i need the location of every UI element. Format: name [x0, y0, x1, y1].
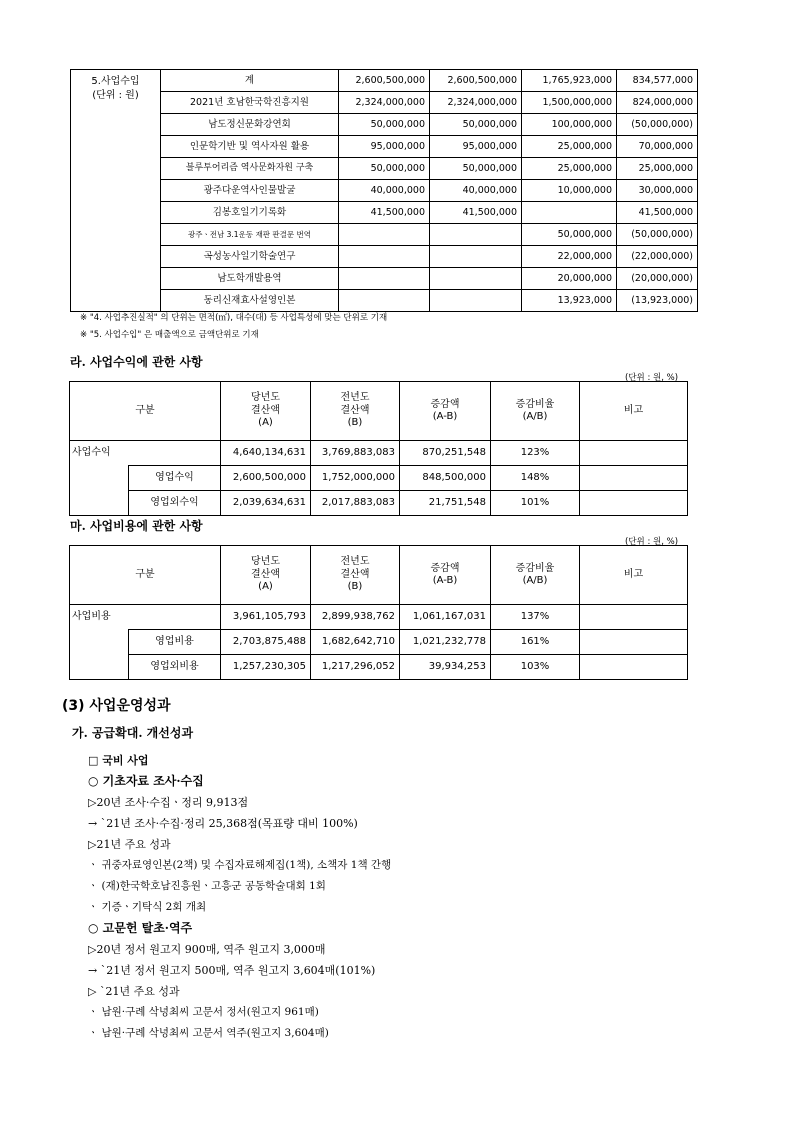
col-previous-l3: (B)	[347, 581, 363, 593]
line-national-project: □ 국비 사업	[88, 754, 149, 767]
table-row	[71, 70, 698, 92]
line-annotation: ㆍ 남원·구례 삭녕최씨 고문서 역주(원고지 3,604매)	[88, 1027, 329, 1039]
revenue-cell: 2,600,500,000	[430, 70, 522, 92]
revenue-cell: 10,000,000	[522, 180, 617, 202]
cell-rate: 137%	[491, 605, 580, 630]
col-current-l3: (A)	[258, 581, 273, 593]
revenue-row-name: 계	[161, 70, 339, 92]
cell-note	[580, 441, 688, 466]
row-label: 영업수익	[129, 466, 221, 491]
revenue-row-name: 광주ㆍ전남 3.1운동 재판 판결문 번역	[161, 224, 339, 246]
col-diff-l1: 증감액	[430, 398, 460, 410]
section3-subtitle: 가. 공급확대. 개선성과	[72, 726, 194, 740]
revenue-cell	[430, 268, 522, 290]
revenue-cell: 50,000,000	[339, 158, 430, 180]
revenue-cell: 13,923,000	[522, 290, 617, 312]
col-diff	[400, 546, 491, 605]
col-note: 비고	[580, 546, 688, 605]
col-current-l3: (A)	[258, 417, 273, 429]
revenue-cell: 30,000,000	[617, 180, 698, 202]
revenue-cell: 22,000,000	[522, 246, 617, 268]
col-current	[221, 382, 311, 441]
indent-cell	[70, 466, 129, 516]
table-row	[70, 630, 688, 655]
revenue-cell: 50,000,000	[522, 224, 617, 246]
table-row	[71, 290, 698, 312]
revenue-cell: (13,923,000)	[617, 290, 698, 312]
line-20-translation: ▷20년 정서 원고지 900매, 역주 원고지 3,000매	[88, 943, 326, 956]
expense-table-wrap	[69, 545, 688, 680]
revenue-cell: (50,000,000)	[617, 224, 698, 246]
table-row	[70, 655, 688, 680]
col-note: 비고	[580, 382, 688, 441]
revenue-cell: 50,000,000	[430, 158, 522, 180]
revenue-row-name: 남도정신문화강연회	[161, 114, 339, 136]
revenue-cell: 41,500,000	[430, 202, 522, 224]
col-previous	[311, 382, 400, 441]
cell-diff: 1,021,232,778	[400, 630, 491, 655]
table-row	[71, 136, 698, 158]
col-diff-l1: 증감액	[430, 562, 460, 574]
revenue-row-name: 곡성농사일기학술연구	[161, 246, 339, 268]
cell-current: 1,257,230,305	[221, 655, 311, 680]
section-ma-title: 마. 사업비용에 관한 사항	[70, 519, 203, 533]
cell-previous: 2,899,938,762	[311, 605, 400, 630]
col-current-l1: 당년도	[251, 392, 280, 404]
cell-current: 2,703,875,488	[221, 630, 311, 655]
col-rate-l1: 증감비율	[515, 398, 555, 410]
cell-current: 2,039,634,631	[221, 491, 311, 516]
table-row	[71, 114, 698, 136]
section3-title: (3) 사업운영성과	[62, 698, 171, 714]
col-current-l2: 결산액	[251, 404, 280, 416]
line-basic-data: ○ 기초자료 조사·수집	[88, 774, 204, 788]
revenue-cell: (22,000,000)	[617, 246, 698, 268]
revenue-cell: 1,765,923,000	[522, 70, 617, 92]
revenue-cell: (50,000,000)	[617, 114, 698, 136]
table-row	[71, 202, 698, 224]
cell-note	[580, 466, 688, 491]
row-label: 사업수익	[70, 441, 221, 466]
table-row	[71, 180, 698, 202]
col-rate-l1: 증감비율	[515, 562, 555, 574]
table-row	[70, 466, 688, 491]
cell-previous: 1,752,000,000	[311, 466, 400, 491]
revenue-row-name: 동리신재효사설영인본	[161, 290, 339, 312]
cell-diff: 848,500,000	[400, 466, 491, 491]
revenue-cell	[430, 224, 522, 246]
section-ra-title: 라. 사업수익에 관한 사항	[70, 355, 203, 369]
revenue-cell: 25,000,000	[522, 136, 617, 158]
col-current-l2: 결산액	[251, 568, 280, 580]
cell-diff: 870,251,548	[400, 441, 491, 466]
col-rate	[491, 382, 580, 441]
note-1: ※ "4. 사업추진실적" 의 단위는 면적(㎡), 대수(대) 등 사업특성에 맞는 단위로 기재	[80, 313, 388, 323]
revenue-label: 5.사업수입	[91, 76, 140, 87]
table-row	[70, 441, 688, 466]
cell-previous: 3,769,883,083	[311, 441, 400, 466]
revenue-cell: 70,000,000	[617, 136, 698, 158]
table-row	[71, 246, 698, 268]
revenue-cell: 2,600,500,000	[339, 70, 430, 92]
table-row	[71, 224, 698, 246]
cell-diff: 1,061,167,031	[400, 605, 491, 630]
revenue-cell: 41,500,000	[339, 202, 430, 224]
col-previous	[311, 546, 400, 605]
revenue-cell: 2,324,000,000	[339, 92, 430, 114]
revenue-cell: 824,000,000	[617, 92, 698, 114]
revenue-cell: 834,577,000	[617, 70, 698, 92]
cell-note	[580, 655, 688, 680]
cell-diff: 21,751,548	[400, 491, 491, 516]
col-gubun: 구분	[70, 546, 221, 605]
section-ma-unit: (단위 : 원, %)	[625, 537, 679, 547]
cell-rate: 161%	[491, 630, 580, 655]
col-rate	[491, 546, 580, 605]
col-gubun: 구분	[70, 382, 221, 441]
revenue-label-cell	[71, 70, 161, 312]
revenue-table	[70, 69, 698, 312]
revenue-row-name: 블루투어리즘 역사문화자원 구축	[161, 158, 339, 180]
revenue-row-name: 광주다운역사인물발굴	[161, 180, 339, 202]
revenue-cell: 41,500,000	[617, 202, 698, 224]
table-row	[70, 605, 688, 630]
revenue-row-name: 인문학기반 및 역사자원 활용	[161, 136, 339, 158]
revenue-cell: 95,000,000	[430, 136, 522, 158]
line-donation: ㆍ 기증ㆍ기탁식 2회 개최	[88, 901, 207, 913]
revenue-cell: 20,000,000	[522, 268, 617, 290]
cell-rate: 101%	[491, 491, 580, 516]
col-rate-l2: (A/B)	[522, 575, 548, 586]
note-2: ※ "5. 사업수입" 은 매출액으로 금액단위로 기재	[80, 330, 259, 340]
line-transcription: ㆍ 남원·구례 삭녕최씨 고문서 정서(원고지 961매)	[88, 1006, 319, 1018]
col-previous-l1: 전년도	[340, 392, 370, 404]
revenue-cell: 95,000,000	[339, 136, 430, 158]
line-21-translation: → `21년 정서 원고지 500매, 역주 원고지 3,604매(101%)	[88, 964, 376, 977]
row-label: 영업외비용	[129, 655, 221, 680]
line-21-results: ▷21년 주요 성과	[88, 838, 171, 851]
revenue-row-name: 남도학개발용역	[161, 268, 339, 290]
line-old-documents: ○ 고문헌 탈초·역주	[88, 921, 193, 935]
col-previous-l1: 전년도	[340, 556, 370, 568]
line-publication: ㆍ 귀중자료영인본(2책) 및 수집자료해제집(1책), 소책자 1책 간행	[88, 859, 392, 871]
cell-diff: 39,934,253	[400, 655, 491, 680]
revenue-cell	[339, 290, 430, 312]
revenue-section	[70, 69, 698, 312]
col-diff-l2: (A-B)	[432, 411, 458, 422]
revenue-cell: 2,324,000,000	[430, 92, 522, 114]
line-20-collect: ▷20년 조사·수집ㆍ정리 9,913점	[88, 796, 249, 809]
revenue-cell: 40,000,000	[339, 180, 430, 202]
cell-note	[580, 491, 688, 516]
indent-cell	[70, 630, 129, 680]
section-ra-unit: (단위 : 원, %)	[625, 373, 679, 383]
col-previous-l2: 결산액	[340, 568, 370, 580]
revenue-cell	[430, 246, 522, 268]
col-current	[221, 546, 311, 605]
revenue-cell: 1,500,000,000	[522, 92, 617, 114]
expense-table	[69, 545, 688, 680]
revenue-cell: (20,000,000)	[617, 268, 698, 290]
cell-current: 3,961,105,793	[221, 605, 311, 630]
col-current-l1: 당년도	[251, 556, 280, 568]
revenue-row-name: 김봉호일기기록화	[161, 202, 339, 224]
line-21-results-2: ▷ `21년 주요 성과	[88, 985, 180, 998]
revenue-cell: 40,000,000	[430, 180, 522, 202]
row-label: 영업외수익	[129, 491, 221, 516]
cell-note	[580, 605, 688, 630]
revenue-cell	[339, 224, 430, 246]
revenue-cell	[339, 246, 430, 268]
revenue-row-name: 2021년 호남한국학진흥지원	[161, 92, 339, 114]
table-row	[70, 491, 688, 516]
cell-rate: 103%	[491, 655, 580, 680]
table-row	[71, 92, 698, 114]
cell-rate: 148%	[491, 466, 580, 491]
cell-previous: 1,217,296,052	[311, 655, 400, 680]
revenue-unit: (단위 : 원)	[92, 90, 139, 101]
revenue-cell: 100,000,000	[522, 114, 617, 136]
cell-rate: 123%	[491, 441, 580, 466]
cell-previous: 1,682,642,710	[311, 630, 400, 655]
income-table-wrap	[69, 381, 688, 516]
col-previous-l2: 결산액	[340, 404, 370, 416]
table-row	[71, 268, 698, 290]
col-diff-l2: (A-B)	[432, 575, 458, 586]
revenue-cell: 50,000,000	[339, 114, 430, 136]
line-21-collect: → `21년 조사·수집·정리 25,368점(목표량 대비 100%)	[88, 817, 358, 830]
table-header-row	[70, 382, 688, 441]
col-rate-l2: (A/B)	[522, 411, 548, 422]
revenue-cell: 50,000,000	[430, 114, 522, 136]
revenue-cell	[339, 268, 430, 290]
table-row	[71, 158, 698, 180]
col-previous-l3: (B)	[347, 417, 363, 429]
col-diff	[400, 382, 491, 441]
row-label: 사업비용	[70, 605, 221, 630]
cell-note	[580, 630, 688, 655]
revenue-cell	[430, 290, 522, 312]
cell-previous: 2,017,883,083	[311, 491, 400, 516]
income-table	[69, 381, 688, 516]
line-conference: ㆍ (재)한국학호남진흥원ㆍ고흥군 공동학술대회 1회	[88, 880, 326, 892]
revenue-cell: 25,000,000	[522, 158, 617, 180]
table-header-row	[70, 546, 688, 605]
revenue-cell: 25,000,000	[617, 158, 698, 180]
row-label: 영업비용	[129, 630, 221, 655]
cell-current: 2,600,500,000	[221, 466, 311, 491]
cell-current: 4,640,134,631	[221, 441, 311, 466]
revenue-cell	[522, 202, 617, 224]
